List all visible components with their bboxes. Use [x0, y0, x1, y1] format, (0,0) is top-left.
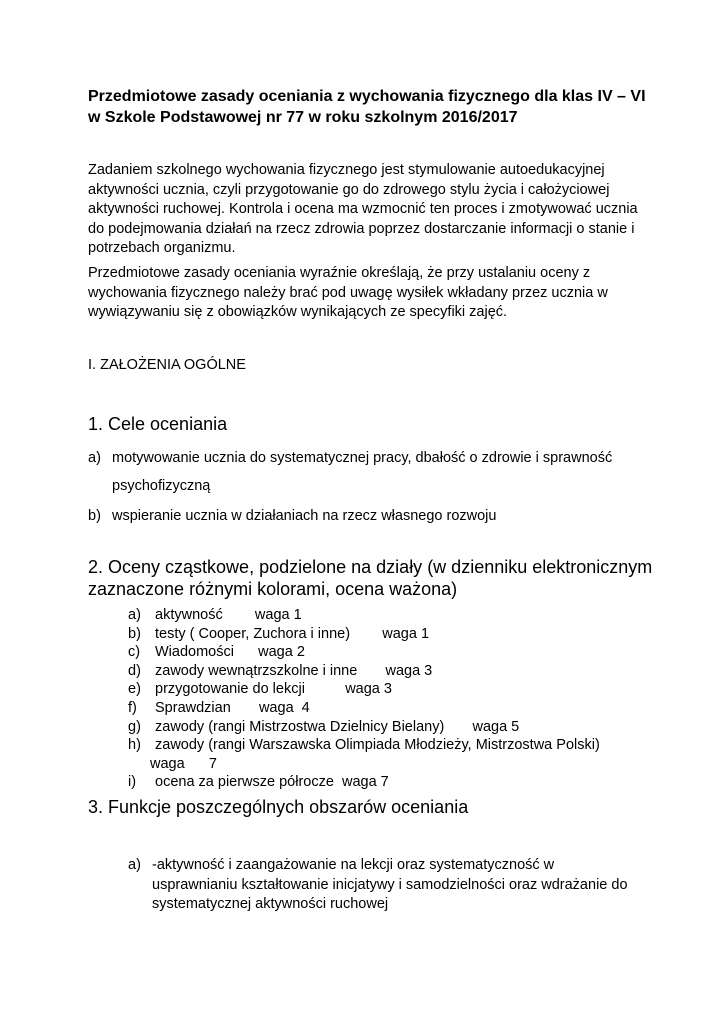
- list-item: [128, 699, 628, 718]
- list-item: [88, 506, 648, 526]
- list-item-text: Sprawdzian waga 4: [155, 699, 310, 716]
- grades-heading: 2. Oceny cząstkowe, podzielone na działy (w dzienniku elektronicznym zaznaczone różnymi kolorami, ocena ważona): [88, 557, 653, 599]
- list-marker: b): [88, 508, 101, 524]
- list-item: [128, 856, 628, 915]
- list-marker: i): [128, 774, 137, 791]
- list-item: [128, 680, 628, 699]
- functions-heading: 3. Funkcje poszczególnych obszarów oceniania: [88, 797, 469, 817]
- list-item-text: Wiadomości waga 2: [155, 644, 305, 661]
- list-marker: e): [128, 681, 141, 698]
- list-item: [128, 606, 628, 625]
- list-item-text: testy ( Cooper, Zuchora i inne) waga 1: [155, 625, 430, 642]
- list-item-text: przygotowanie do lekcji waga 3: [155, 681, 392, 698]
- list-marker: a): [128, 857, 141, 873]
- list-item: [128, 662, 628, 681]
- list-item-continuation: waga 7: [150, 755, 217, 772]
- functions-list: [128, 856, 628, 915]
- list-item-text: zawody (rangi Warszawska Olimpiada Młodzieży, Mistrzostwa Polski): [155, 737, 600, 754]
- goals-list: [88, 444, 648, 526]
- list-item-text: -aktywność i zaangażowanie na lekcji oraz systematyczność w usprawnianiu kształtowanie inicjatywy i samodzielności oraz wdrażanie do systematycznej aktywności ruchowej: [152, 857, 628, 913]
- list-marker: b): [128, 625, 141, 642]
- list-marker: a): [88, 450, 101, 466]
- intro-paragraph-1: Zadaniem szkolnego wychowania fizycznego jest stymulowanie autoedukacyjnej aktywności ucznia, czyli przygotowanie go do zdrowego stylu życia i całożyciowej aktywności ruchowej. Kontrola i ocena ma wzmocnić ten proces i zmotywować ucznia do podejmowania działań na rzecz zdrowia poprzez dostarczanie informacji o stanie i potrzebach organizmu.: [88, 162, 638, 257]
- list-marker: c): [128, 644, 141, 661]
- intro-paragraph-2: Przedmiotowe zasady oceniania wyraźnie określają, że przy ustalaniu oceny z wychowania fizycznego należy brać pod uwagę wysiłek wkładany przez ucznia w wywiązywaniu się z obowiązków wynikających ze specyfiki zajęć.: [88, 265, 608, 321]
- list-item: [128, 773, 628, 792]
- goals-heading: 1. Cele oceniania: [88, 414, 228, 434]
- list-marker: d): [128, 662, 141, 679]
- document-title: Przedmiotowe zasady oceniania z wychowania fizycznego dla klas IV – VI w Szkole Podstawowej nr 77 w roku szkolnym 2016/2017: [88, 88, 646, 126]
- list-item-text: zawody wewnątrzszkolne i inne waga 3: [155, 662, 433, 679]
- list-marker: f): [128, 699, 137, 716]
- section-general-heading: I. ZAŁOŻENIA OGÓLNE: [88, 357, 246, 373]
- list-item: [128, 643, 628, 662]
- list-item: [128, 625, 628, 644]
- list-item-text: zawody (rangi Mistrzostwa Dzielnicy Bielany) waga 5: [155, 718, 520, 735]
- list-marker: h): [128, 737, 141, 754]
- grades-list: [128, 606, 628, 792]
- list-item: [128, 718, 628, 737]
- list-item-text: wspieranie ucznia w działaniach na rzecz własnego rozwoju: [112, 508, 497, 524]
- list-item-text: aktywność waga 1: [155, 607, 302, 623]
- list-item-text: motywowanie ucznia do systematycznej pracy, dbałość o zdrowie i sprawność psychofizyczną: [112, 450, 613, 494]
- list-item-text: ocena za pierwsze półrocze waga 7: [155, 774, 389, 791]
- list-item: [88, 444, 648, 500]
- list-marker: a): [128, 607, 141, 623]
- list-marker: g): [128, 718, 141, 735]
- list-item: [128, 736, 628, 773]
